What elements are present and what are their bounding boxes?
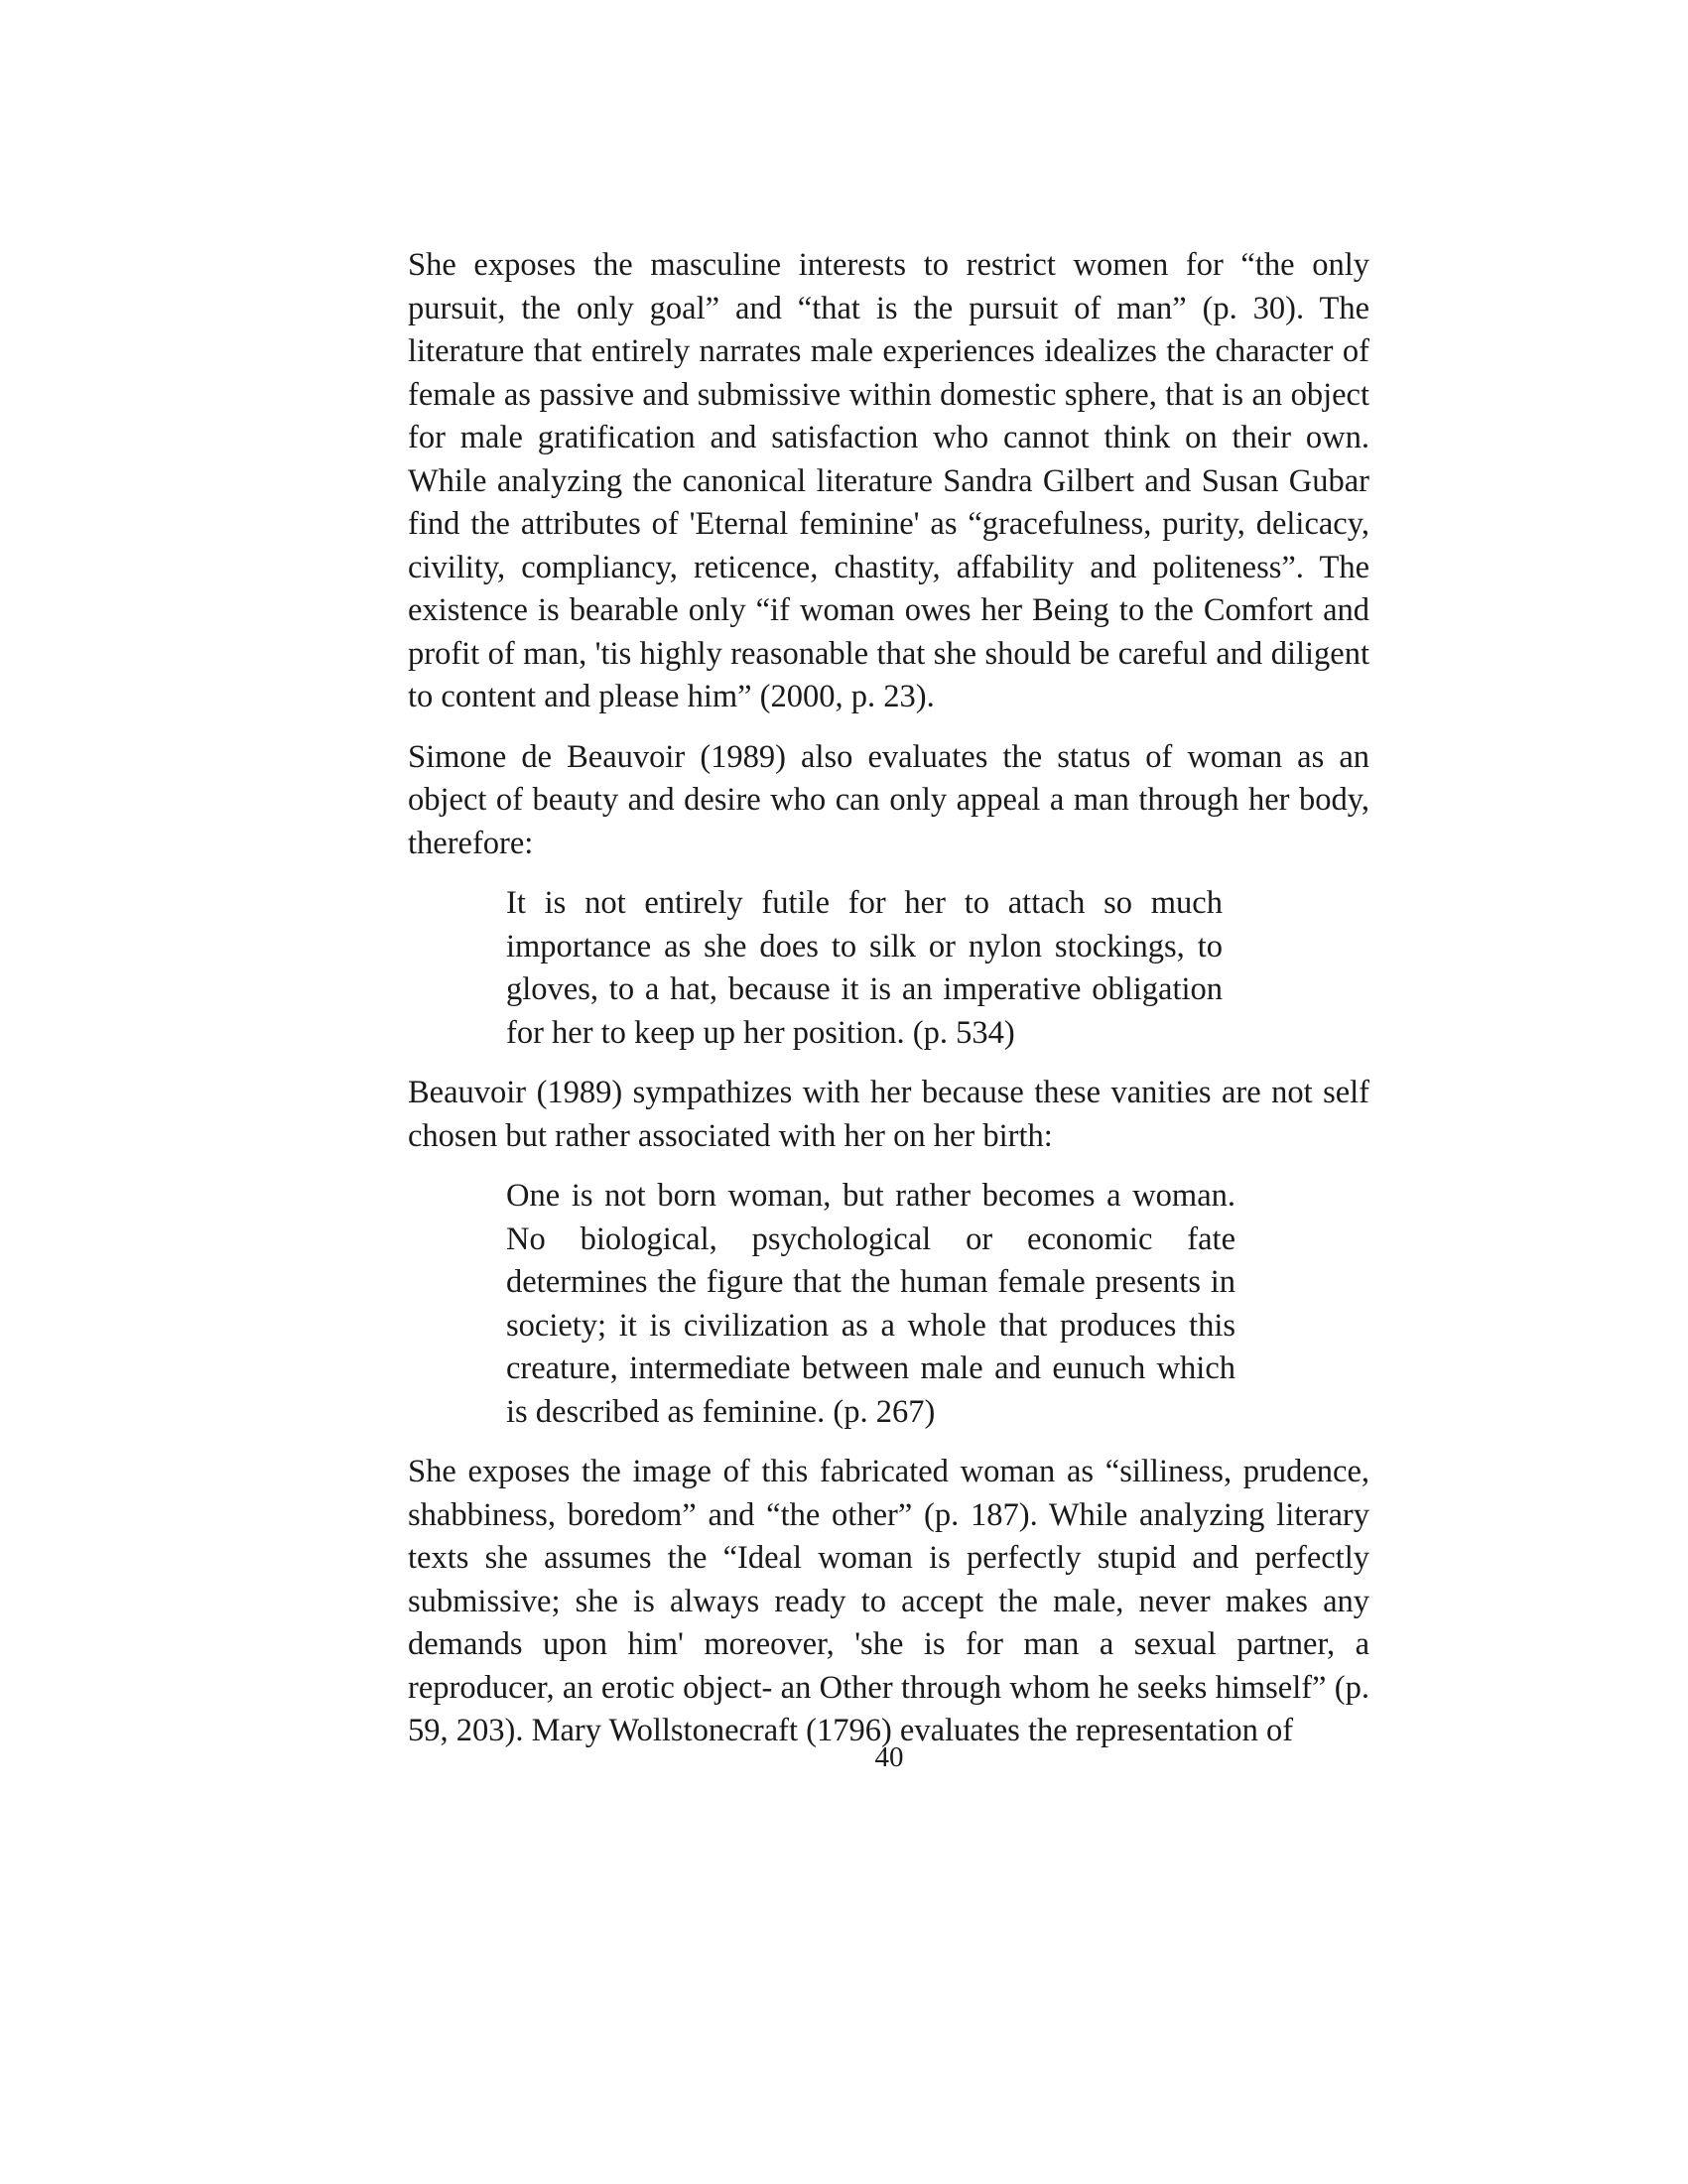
page-number: 40: [874, 1741, 904, 1773]
paragraph-4: She exposes the image of this fabricated woman as “silliness, prudence, shabbiness, boredom” and “the other” (p. 187). While analyzing literary texts she assumes the “Ideal woman is perfectly stupid and perfectly submissive; she is always ready to accept the male, never makes any demands upon him' moreover, 'she is for man a sexual partner, a reproducer, an erotic object- an Other through whom he seeks himself” (p. 59, 203). Mary Wollstonecraft (1796) evaluates the representation of: [408, 1454, 1369, 1748]
paragraph-3: Beauvoir (1989) sympathizes with her because these vanities are not self chosen but rather associated with her on her birth:: [408, 1075, 1369, 1154]
paragraph-2: Simone de Beauvoir (1989) also evaluates the status of woman as an object of beauty and desire who can only appeal a man through her body, therefore:: [408, 738, 1369, 861]
paragraph-1: She exposes the masculine interests to restrict women for “the only pursuit, the only goal” and “that is the pursuit of man” (p. 30). The literature that entirely narrates male experiences idealizes the character of female as passive and submissive within domestic sphere, that is an object for male gratification and satisfaction who cannot think on their own. While analyzing the canonical literature Sandra Gilbert and Susan Gubar find the attributes of 'Eternal feminine' as “gracefulness, purity, delicacy, civility, compliancy, reticence, chastity, affability and politeness”. The existence is bearable only “if woman owes her Being to the Comfort and profit of man, 'tis highly reasonable that she should be careful and diligent to content and please him” (2000, p. 23).: [408, 247, 1369, 714]
block-quote-1: It is not entirely futile for her to attach so much importance as she does to silk or nylon stockings, to gloves, to a hat, because it is an imperative obligation for her to keep up her position. (p. 534): [506, 885, 1223, 1051]
block-quote-2: One is not born woman, but rather becomes a woman. No biological, psychological or economic fate determines the figure that the human female presents in society; it is civilization as a whole that produces this creature, intermediate between male and eunuch which is described as feminine. (p. 267): [506, 1178, 1235, 1430]
text-column: [408, 244, 1369, 1770]
